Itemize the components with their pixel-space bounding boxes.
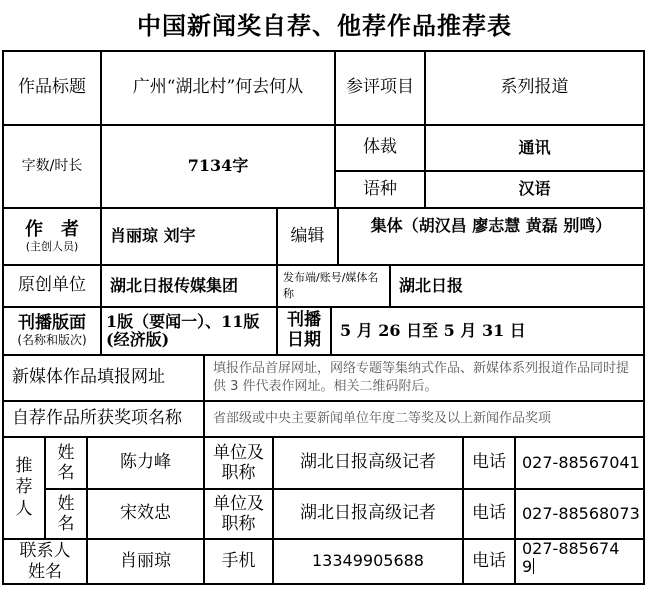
rule-right xyxy=(643,50,645,585)
recommender-1-name-label: 姓名 xyxy=(57,442,75,483)
contact-mobile-label: 手机 xyxy=(221,550,256,571)
recommender-1-name: 陈力峰 xyxy=(120,452,171,473)
recommender-label: 推荐人 xyxy=(15,456,33,519)
form-title: 中国新闻奖自荐、他荐作品推荐表 xyxy=(137,12,512,40)
contact-phone xyxy=(516,540,643,583)
author-label-sub: (主创人员) xyxy=(25,239,79,253)
recommender-1-phone: 027-88567041 xyxy=(522,453,640,473)
review-item-value: 系列报道 xyxy=(500,77,569,98)
contact-phone-label: 电话 xyxy=(472,550,506,571)
genre-label: 体裁 xyxy=(363,137,397,158)
rule-bottom xyxy=(2,583,645,585)
work-title-label: 作品标题 xyxy=(18,77,86,98)
author-value: 肖丽琼 刘宇 xyxy=(110,226,196,246)
author-label-main: 作 者 xyxy=(25,218,79,240)
pub-date-label: 刊播日期 xyxy=(287,310,321,350)
pub-date-value: 5 月 26 日至 5 月 31 日 xyxy=(340,320,526,340)
new-media-url-value: 填报作品首屏网址，网络专题等集纳式作品、新媒体系列报道作品同时提供 3 件代表作网址。相关二维码附后。 xyxy=(213,361,630,394)
awards-label: 自荐作品所获奖项名称 xyxy=(12,408,182,429)
word-count-label: 字数/时长 xyxy=(21,158,83,175)
new-media-url-label: 新媒体作品填报网址 xyxy=(12,367,165,388)
recommender-2-name: 宋效忠 xyxy=(120,503,171,524)
editor-value: 集体（胡汉昌 廖志慧 黄磊 别鸣） xyxy=(370,215,612,235)
language-value: 汉语 xyxy=(518,179,551,199)
publisher-label: 发布端/账号/媒体名称 xyxy=(283,270,379,300)
word-count-value: 7134字 xyxy=(187,156,249,176)
editor-label: 编辑 xyxy=(290,225,325,246)
contact-phone-tail-wrap xyxy=(522,558,534,576)
contact-label: 联系人姓名 xyxy=(19,541,71,582)
text-cursor-icon xyxy=(533,558,534,574)
contact-mobile: 13349905688 xyxy=(312,551,424,571)
contact-name: 肖丽琼 xyxy=(120,550,171,571)
contact-phone-tail: 9 xyxy=(522,556,533,576)
genre-value: 通讯 xyxy=(518,137,551,157)
work-title-value: 广州“湖北村”何去何从 xyxy=(132,77,304,98)
contact-phone-main: 027-885674 xyxy=(522,539,620,558)
recommender-2-phone-label: 电话 xyxy=(472,503,506,524)
author-label xyxy=(4,209,100,264)
publisher-value: 湖北日报 xyxy=(399,275,464,295)
language-label: 语种 xyxy=(363,178,397,199)
recommender-1-unit-label: 单位及职称 xyxy=(213,442,264,483)
review-item-label: 参评项目 xyxy=(346,77,414,98)
edition-value: 1版（要闻一）、11版(经济版) xyxy=(106,312,260,349)
recommender-2-phone: 027-88568073 xyxy=(522,504,640,524)
recommender-2-unit-label: 单位及职称 xyxy=(213,493,264,534)
edition-label-main: 刊播版面 xyxy=(18,313,86,334)
recommender-1-unit: 湖北日报高级记者 xyxy=(300,452,436,473)
edition-label-sub: (名称和版次) xyxy=(17,332,87,347)
origin-unit-label: 原创单位 xyxy=(18,275,86,296)
awards-value: 省部级或中央主要新闻单位年度二等奖及以上新闻作品奖项 xyxy=(213,411,552,427)
recommender-2-unit: 湖北日报高级记者 xyxy=(300,503,436,524)
origin-unit-value: 湖北日报传媒集团 xyxy=(110,275,239,295)
recommender-1-phone-label: 电话 xyxy=(472,452,506,473)
recommender-2-name-label: 姓名 xyxy=(57,493,75,534)
edition-label xyxy=(4,308,100,354)
